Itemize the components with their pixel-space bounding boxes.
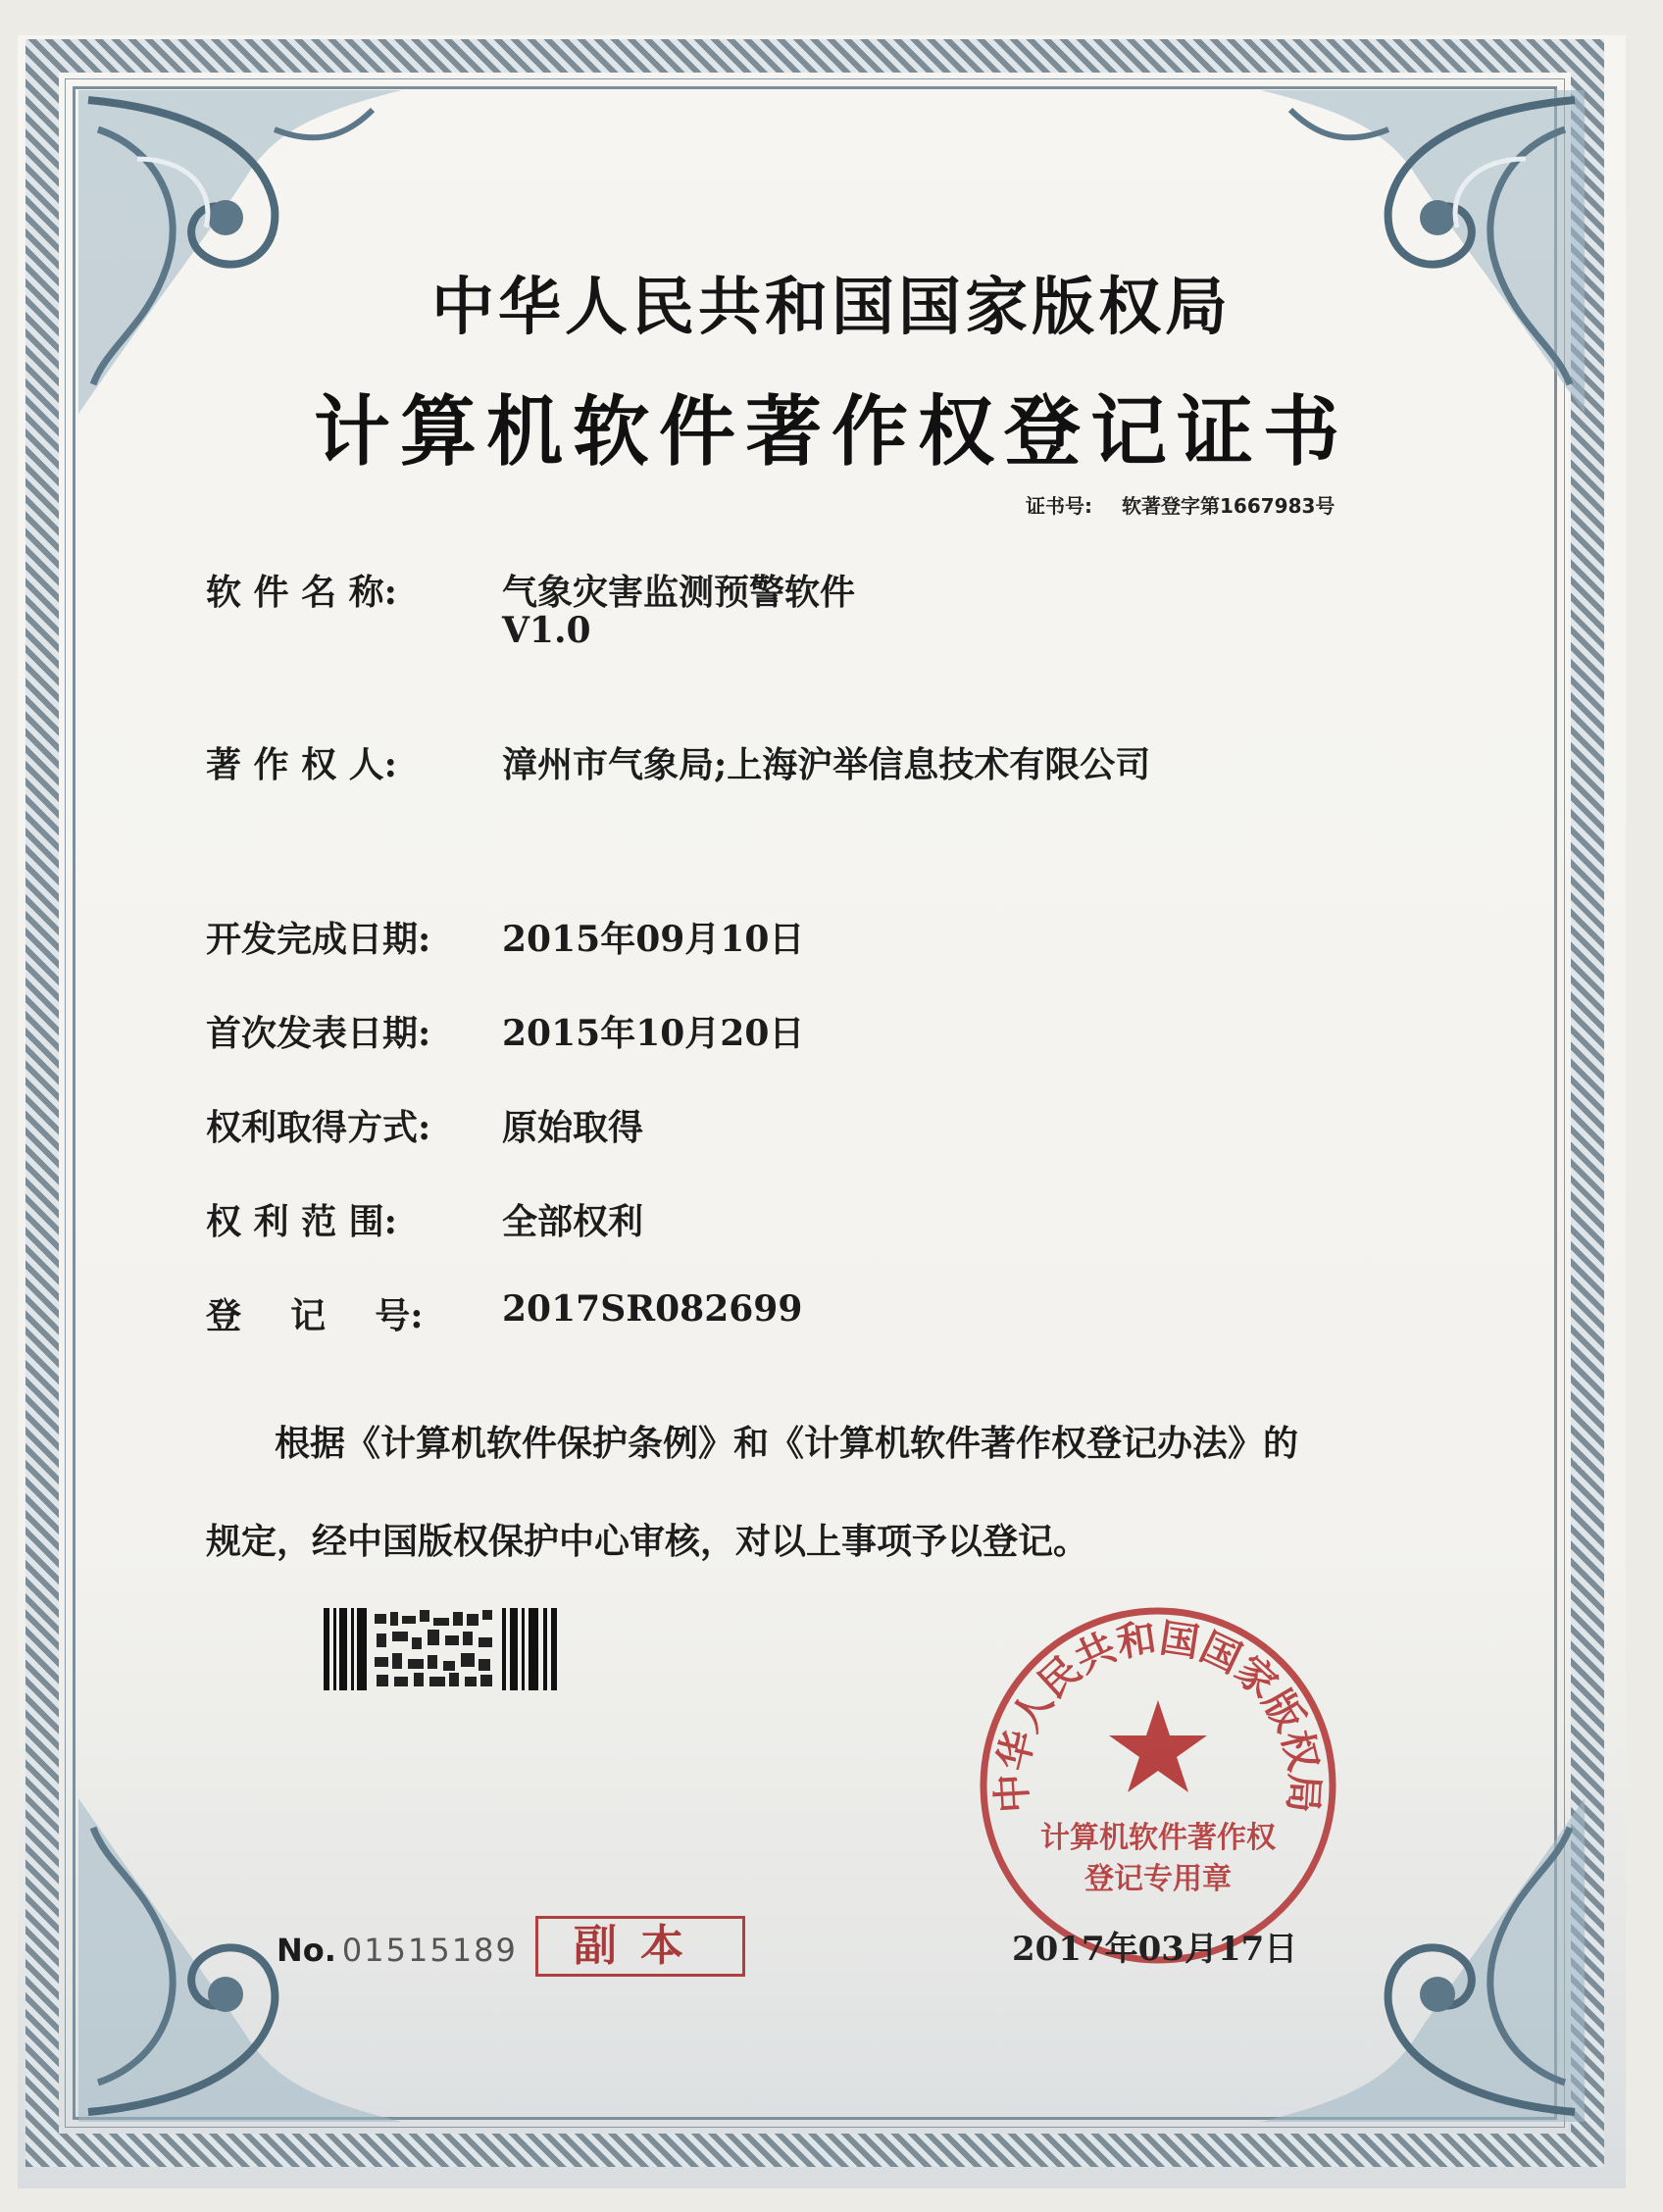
serial-number [277,1932,518,1969]
serial-label: No. [277,1932,336,1969]
serial-value: 01515189 [341,1932,518,1969]
field-label: 登 记 号: [206,1295,424,1336]
field-registration-no [206,1288,803,1338]
corner-ornament-top-left [78,90,402,414]
field-label: 权 利 范 围: [206,1201,397,1242]
corner-ornament-top-right [1261,90,1585,414]
field-software-name [206,565,856,651]
field-value: 气象灾害监测预警软件 [502,572,856,613]
field-value: 全部权利 [502,1201,644,1242]
seal-inner-line-1: 计算机软件著作权 [1040,1821,1276,1855]
legal-text-line-1: 根据《计算机软件保护条例》和《计算机软件著作权登记办法》的 [275,1423,1299,1464]
issuer-title: 中华人民共和国国家版权局 [431,272,1232,344]
official-seal [977,1604,1339,1967]
field-value: 原始取得 [502,1107,644,1148]
barcode [324,1608,557,1690]
field-label: 开发完成日期: [206,919,431,960]
field-rights-scope [206,1194,644,1244]
software-version: V1.0 [502,610,591,651]
field-label: 权利取得方式: [206,1107,431,1148]
field-dev-completion-date [206,912,805,962]
seal-outer-text: 中华人民共和国国家版权局 [989,1615,1327,1815]
field-label: 著 作 权 人: [206,744,397,785]
star-icon [1109,1700,1207,1792]
field-value: 2015年09月10日 [502,919,805,960]
certificate-number-label: 证书号: [1026,494,1092,518]
seal-inner-line-2: 登记专用章 [1084,1862,1232,1896]
field-value: 2015年10月20日 [502,1013,805,1054]
certificate-title: 计算机软件著作权登记证书 [313,388,1349,477]
field-first-publish-date [206,1006,805,1056]
legal-text-line-2: 规定，经中国版权保护中心审核，对以上事项予以登记。 [206,1521,1089,1562]
field-value: 2017SR082699 [502,1288,803,1330]
field-copyright-holder [206,737,1151,787]
field-value: 漳州市气象局;上海沪举信息技术有限公司 [502,744,1151,785]
issue-date: 2017年03月17日 [1012,1930,1298,1969]
certificate-number [1026,490,1335,519]
field-label: 软 件 名 称: [206,572,397,613]
certificate-number-value: 软著登字第1667983号 [1122,494,1335,518]
field-rights-acquisition [206,1100,644,1150]
copy-stamp: 副本 [535,1916,745,1977]
field-label: 首次发表日期: [206,1013,431,1054]
